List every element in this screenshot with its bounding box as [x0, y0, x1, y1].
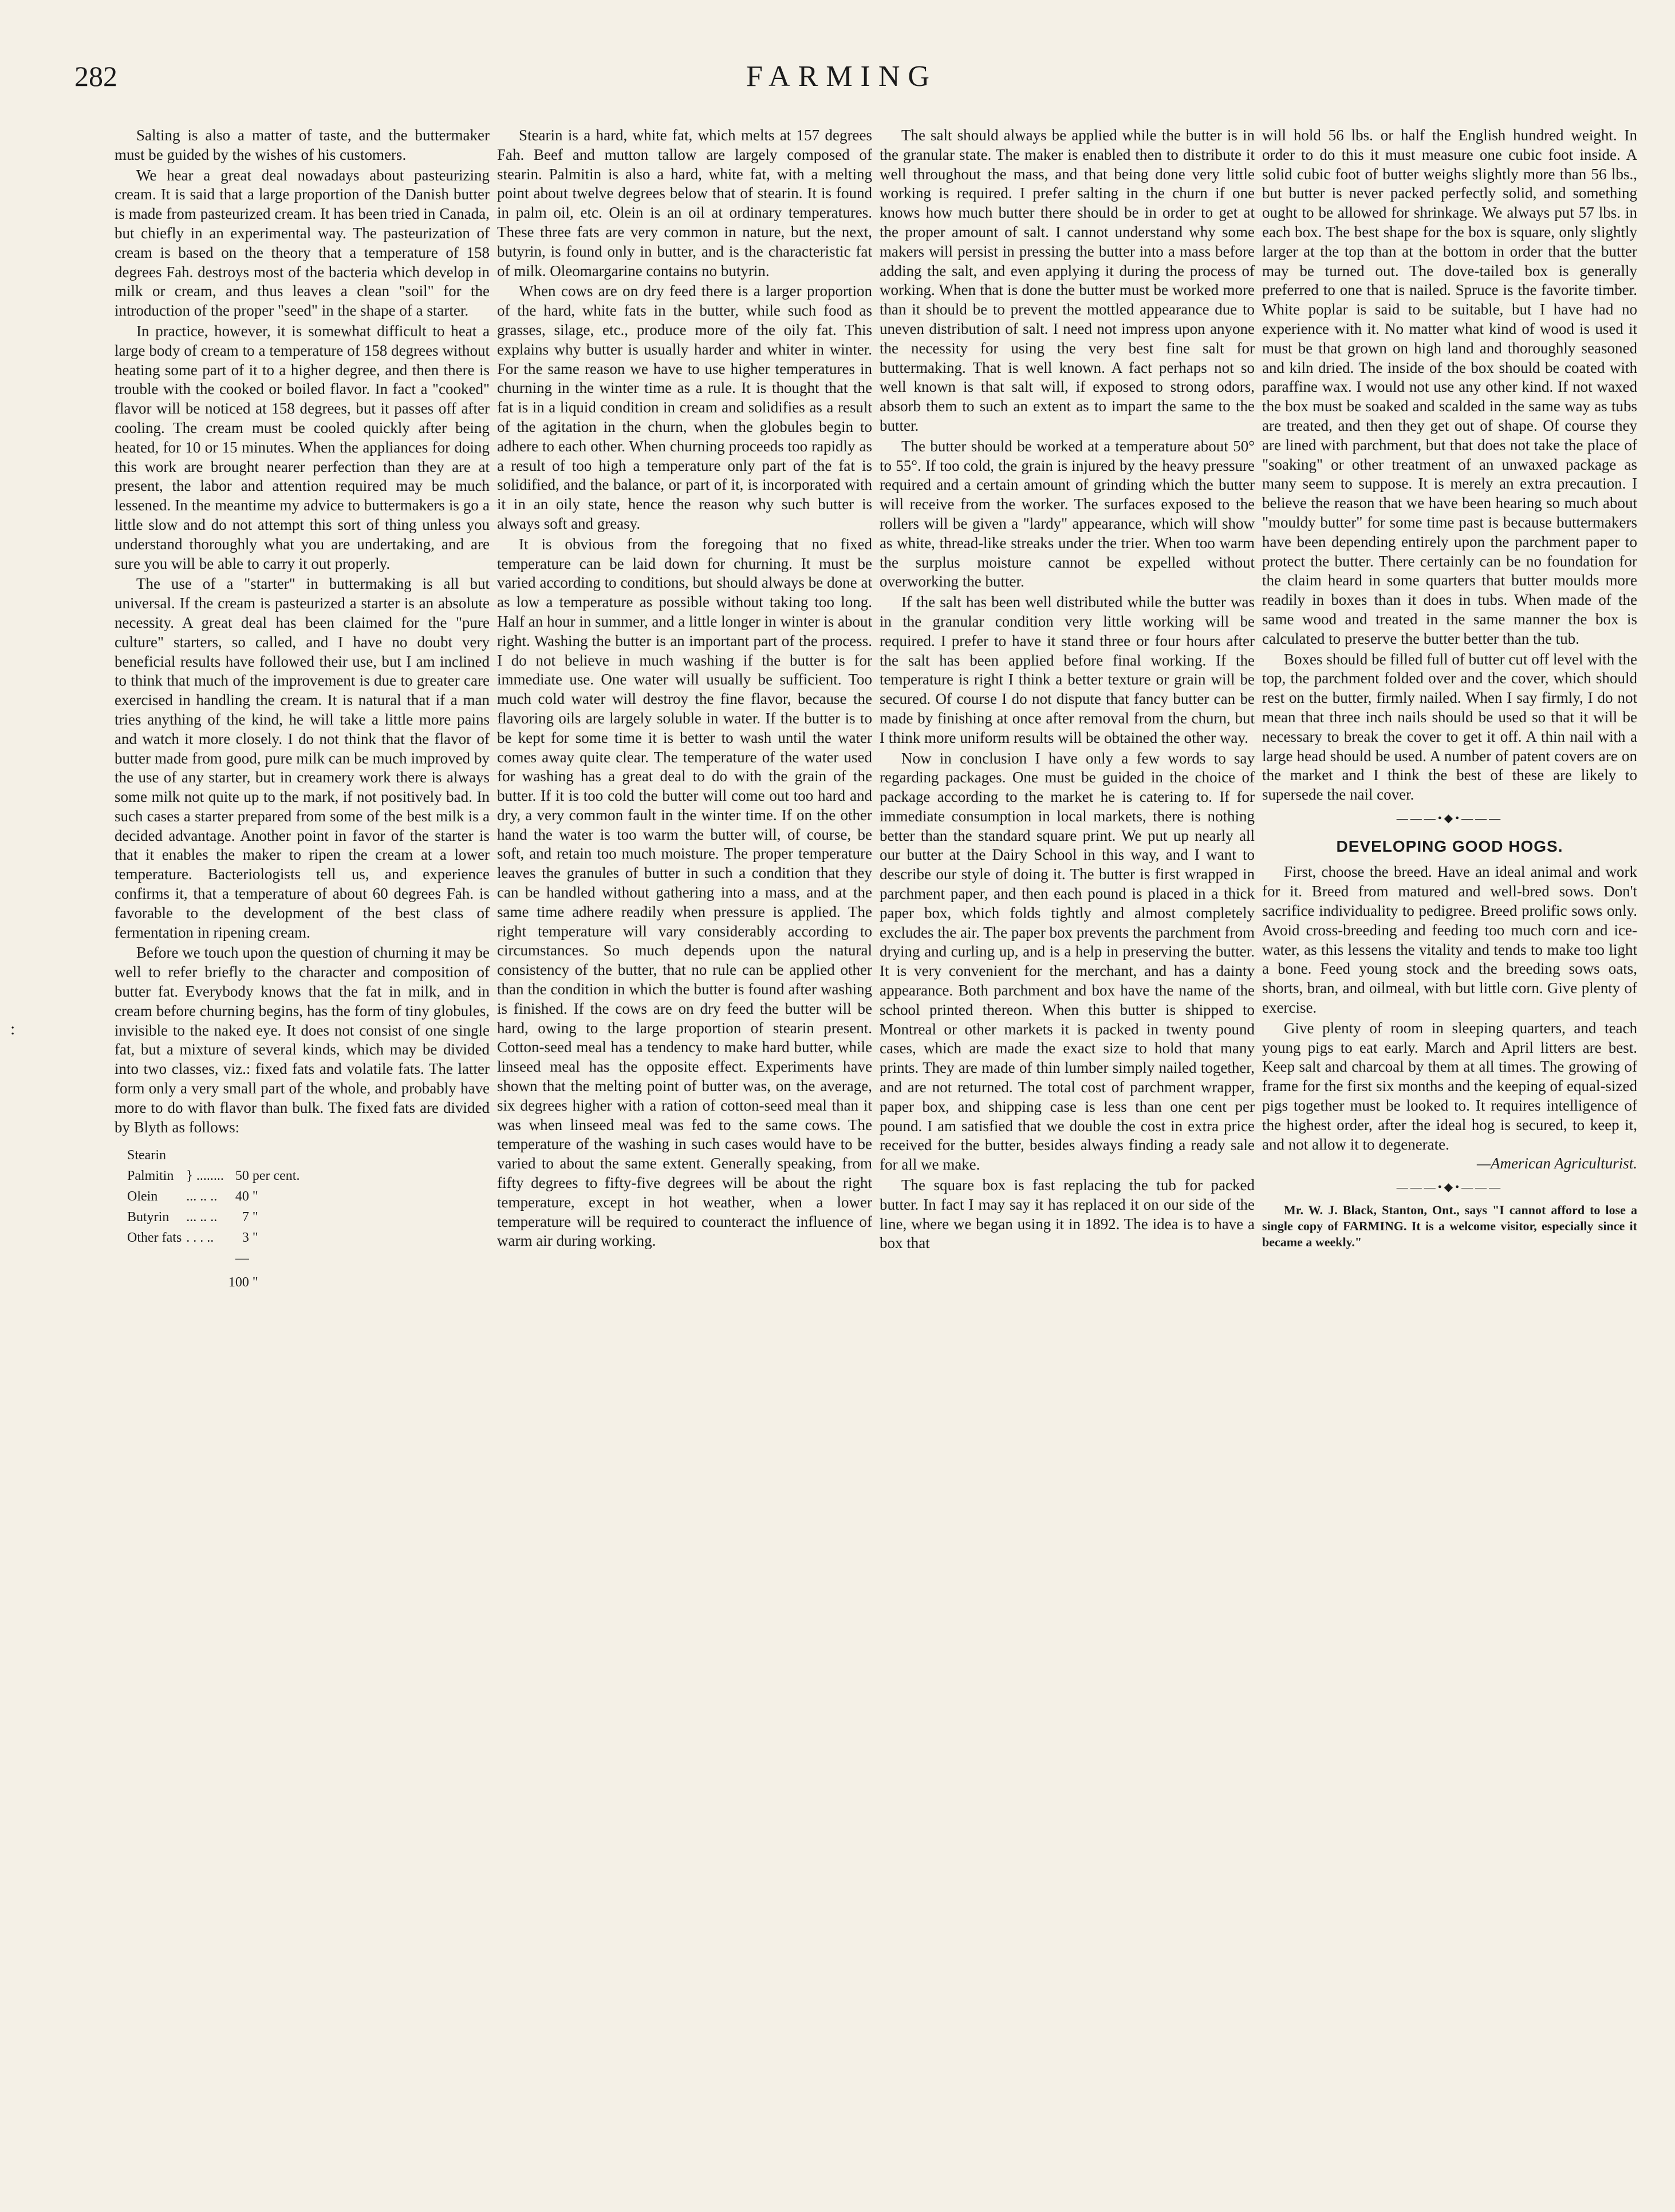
paragraph-text: Give plenty of room in sleeping quarters, and teach young pigs to eat early. March and April litters are best. Keep salt and charcoal by them at all times. The growing of frame for the first six months and the keeping of equal-sized pigs together must be looked to. It requires intelligence of the highest order, after the ideal hog is secured, to keep it, and not allow it to degenerate. — [1262, 1019, 1637, 1153]
fat-leader: . . . .. — [186, 1230, 214, 1246]
paragraph: Before we touch upon the question of churning it may be well to refer briefly to the character and composition of butter fat. Everybody knows that the fat in milk, and in cream before churning begins, has the form of tiny globules, invisible to the naked eye. It does not consist of one single fat, but a mixture of several kinds, which may be divided into two classes, viz.: fixed fats and volatile fats. The latter form only a very small part of the whole, and probably have more to do with flavor than bulk. The fixed fats are divided by Blyth as follows: — [115, 944, 490, 1136]
reader-note: Mr. W. J. Black, Stanton, Ont., says "I cannot afford to lose a single copy of FARMING. It is a welcome visitor, especially since it became a weekly." — [1262, 1203, 1637, 1250]
section-divider: ———•◆•——— — [1396, 812, 1503, 825]
paragraph: The use of a "starter" in buttermaking is all but universal. If the cream is pasteurized a starter is an absolute necessity. A great deal has been claimed for the "pure culture" starters, so called, and I have no doubt very beneficial results have followed their use, but I am inclined to think that much of the improvement is due to greater care exercised in handling the cream. It is natural that if a man tries anything of the kind, he will take a little more pains and watch it more closely. I do not think that the flavor of butter made from good, pure milk can be much improved by the use of any starter, but in creamery work there is always some milk not quite up to the mark, if not positively bad. In such cases a starter prepared from some of the best milk is a decided advantage. Another point in favor of the starter is that it enables the maker to ripen the cream at a lower temperature. Bacteriologists tell us, and experience confirms it, that a temperature of about 60 degrees Fah. is favorable to the development of the best class of fermentation in ripening cream. — [115, 575, 490, 941]
paragraph: The salt should always be applied while the butter is in the granular state. The maker is enabled then to distribute it well throughout the mass, and that being done very little working is required. I prefer salting in the churn if one knows how much butter there should be in order to get at the proper amount of salt. I cannot understand why some makers will persist in pressing the butter into a mass before adding the salt, and even applying it during the process of working. When that is done the butter must be worked more than it should be to prevent the mottled appearance due to uneven distribution of salt. I need not impress upon anyone the necessity for using the very best fine salt for buttermaking. That is well known. A fact perhaps not so well known is that salt will, if exposed to strong odors, absorb them to such an extent as to impart the same to the butter. — [880, 127, 1255, 434]
section-heading: DEVELOPING GOOD HOGS. — [1336, 837, 1563, 855]
fat-value — [228, 1145, 253, 1166]
table-total-row — [127, 1269, 304, 1293]
fat-name: Olein — [127, 1189, 158, 1205]
fat-unit: " — [252, 1230, 258, 1246]
fat-unit: " — [252, 1210, 258, 1225]
fat-value: 40 — [235, 1189, 249, 1205]
paragraph: We hear a great deal nowadays about pasteurizing cream. It is said that a large proportion of the Danish butter is made from pasteurized cream. It has been tried in Canada, but chiefly in an experimental way. The pasteurization of cream is based on the theory that a temperature of 158 degrees Fah. destroys most of the bacteria which develop in milk or cream, and thus leaves a clean "soil" for the introduction of the proper "seed" in the shape of a starter. — [115, 166, 490, 320]
article-byline: —American Agriculturist. — [1477, 1155, 1637, 1172]
margin-mark: : — [10, 1020, 15, 1038]
table-row — [127, 1227, 304, 1248]
paragraph: Stearin is a hard, white fat, which melts at 157 degrees Fah. Beef and mutton tallow are largely composed of stearin. Palmitin is also a hard, white fat, with a melting point about twelve degrees below that of stearin. It is found in palm oil, etc. Olein is an oil at ordinary temperatures. These three fats are very common in nature, but the next, butyrin, is found only in butter, and is the characteristic fat of milk. Oleomargarine contains no butyrin. — [497, 127, 872, 280]
fat-name: Stearin — [127, 1148, 166, 1163]
paragraph: Salting is also a matter of taste, and the buttermaker must be guided by the wishes of his customers. — [115, 127, 490, 163]
fat-name: Other fats — [127, 1230, 182, 1246]
section-divider: ———•◆•——— — [1396, 1181, 1503, 1194]
table-row — [127, 1186, 304, 1207]
column-2 — [497, 126, 872, 2188]
fat-total-value: 100 — [228, 1275, 249, 1290]
paragraph: In practice, however, it is somewhat difficult to heat a large body of cream to a temperature of 158 degrees without heating some part of it to a higher degree, and then there is trouble with the cooked or boiled flavor. In fact a "cooked" flavor will be noticed at 158 degrees, but it passes off after cooling. The cream must be cooled quickly after being heated, for 10 or 15 minutes. When the appliances for doing this work are brought nearer perfection than they are at present, the labor and attention required may be much lessened. In the meantime my advice to buttermakers is go a little slow and do not attempt this sort of thing unless you understand thoroughly what you are undertaking, and are sure you will be able to carry it out properly. — [115, 322, 490, 572]
fat-leader: } ........ — [186, 1168, 224, 1184]
paragraph: First, choose the breed. Have an ideal animal and work for it. Breed from matured and well-bred sows. Don't sacrifice individuality to pedigree. Breed prolific sows only. Avoid cross-breeding and feeding too much corn and ice-water, as this lessens the vitality and tends to make too light a bone. Feed young stock and the breeding sows oats, shorts, bran, and oilmeal, with but little corn. Give plenty of exercise. — [1262, 863, 1637, 1017]
fat-value: 7 — [242, 1210, 249, 1225]
fat-unit: " — [252, 1189, 258, 1205]
table-row — [127, 1145, 304, 1166]
fat-total-unit: " — [252, 1275, 258, 1290]
running-head: FARMING — [746, 60, 937, 93]
table-rule-row — [127, 1248, 304, 1269]
paragraph: If the salt has been well distributed while the butter was in the granular condition very little working will be required. I prefer to have it stand three or four hours after the salt has been applied before final working. If the temperature is right I think a better texture or grain will be secured. Of course I do not dispute that fancy butter can be made by finishing at once after removal from the churn, but I think more uniform results will be obtained the other way. — [880, 593, 1255, 746]
column-1 — [115, 126, 490, 2188]
paragraph: Boxes should be filled full of butter cut off level with the top, the parchment folded over and the cover, which should rest on the butter, firmly nailed. When I say firmly, I do not mean that three inch nails should be used so that it will be necessary to break the cover to get it off. A thin nail with a large head should be used. A number of patent covers are on the market and I think the best of these are likely to supersede the nail cover. — [1262, 650, 1637, 804]
paragraph: Now in conclusion I have only a few words to say regarding packages. One must be guided in the choice of package according to the market he is catering to. If for immediate consumption in local markets, there is nothing better than the standard square print. We put up nearly all our butter at the Dairy School in this way, and I want to describe our style of doing it. The butter is first wrapped in parchment paper, and then each pound is placed in a thick paper box, which folds tightly and almost completely excludes the air. The paper box prevents the parchment from drying and curling up, and is a help in preserving the butter. It is very convenient for the merchant, and has a dainty appearance. Both parchment and box have the name of the school printed thereon. When this butter is shipped to Montreal or other markets it is packed in twenty pound cases, which are made the exact size to hold that many prints. They are made of thin lumber simply nailed together, and are not returned. The total cost of parchment wrapper, paper box, and shipping case is less than one cent per pound. I am satisfied that we double the cost in extra price received for the butter, besides always finding a ready sale for all we make. — [880, 749, 1255, 1174]
page-header — [74, 60, 1609, 94]
fat-name: Butyrin — [127, 1210, 170, 1225]
fat-leader: ... .. .. — [186, 1189, 218, 1205]
paragraph — [1262, 1019, 1637, 1174]
paragraph: The square box is fast replacing the tub for packed butter. In fact I may say it has replaced it on our side of the line, where we began using it in 1892. The idea is to have a box that — [880, 1176, 1255, 1252]
fat-value: 50 — [235, 1168, 249, 1184]
fat-leader — [186, 1145, 228, 1166]
table-row — [127, 1166, 304, 1186]
paragraph: When cows are on dry feed there is a larger proportion of the hard, white fats in the butter, while such food as grasses, silage, etc., produce more of the oily fat. This explains why butter is usually harder and whiter in winter. For the same reason we have to use higher temperatures in churning in the winter time as a rule. It is thought that the fat is in a liquid condition in cream and solidifies as a result of the agitation in the churn, when the globules begin to adhere to each other. When churning proceeds too rapidly as a result of too high a temperature only part of the fat is solidified, and the balance, or part of it, is incorporated with it in an oily state, hence the reason why such butter is always soft and greasy. — [497, 282, 872, 532]
fat-value: 3 — [242, 1230, 249, 1246]
page-number: 282 — [74, 60, 117, 92]
paragraph: It is obvious from the foregoing that no fixed temperature can be laid down for churning. It must be varied according to conditions, but should always be done at as low a temperature as possible without taking too long. Half an hour in summer, and a little longer in winter is about right. Washing the butter is an important part of the process. I do not believe in much washing if the butter is for immediate use. One water will usually be sufficient. Too much cold water will destroy the fine flavor, because the flavoring oils are largely soluble in water. If the butter is to be kept for some time it is better to wash until the water comes away quite clear. The temperature of the water used for washing has a great deal to do with the grain of the butter. If it is too cold the butter will come out too hard and dry, a very common fault in the winter time. If on the other hand the water is too warm the butter will, of course, be soft, and retain too much moisture. The proper temperature leaves the granules of butter in such a condition that they can be handled without gathering into a mass, and at the same time adhere readily when pressure is applied. The right temperature will vary considerably according to circumstances. So much depends upon the natural consistency of the butter, that no rule can be applied other than the condition in which the butter is found after washing is finished. If the cows are on dry feed the butter will be hard, owing to the large proportion of stearin present. Cotton-seed meal has a tendency to make hard butter, while linseed meal has the opposite effect. Experiments have shown that the melting point of butter was, on the average, six degrees higher with a ration of cotton-seed meal than it was when linseed meal was fed to the same cows. The temperature of the washing in such cases would have to be varied to about the same extent. Generally speaking, from fifty degrees to fifty-five degrees will be about the right temperature, except in hot weather, when a lower temperature will be required to counteract the influence of warm air during working. — [497, 535, 872, 1250]
paragraph: The butter should be worked at a temperature about 50° to 55°. If too cold, the grain is injured by the heavy pressure required and a certain amount of grinding which the butter will receive from the worker. The surfaces exposed to the rollers will be given a "lardy" appearance, which will show as white, thread-like streaks under the trier. When too warm the surplus moisture cannot be expelled without overworking the butter. — [880, 437, 1255, 591]
table-rule: — — [235, 1251, 249, 1266]
fat-unit: per cent. — [252, 1168, 300, 1184]
fat-unit — [253, 1145, 305, 1166]
fats-table — [127, 1145, 304, 1293]
fat-leader: ... .. .. — [186, 1210, 218, 1225]
fat-name: Palmitin — [127, 1168, 174, 1184]
table-row — [127, 1207, 304, 1227]
column-3 — [880, 126, 1255, 2188]
paragraph: will hold 56 lbs. or half the English hundred weight. In order to do this it must measure one cubic foot inside. A solid cubic foot of butter weighs slightly more than 56 lbs., but butter is never packed perfectly solid, and something ought to be allowed for shrinkage. We always put 57 lbs. in each box. The best shape for the box is square, only slightly larger at the top than at the bottom in order that the butter may be turned out. The dove-tailed box is generally preferred to one that is nailed. Spruce is the favorite timber. White poplar is said to be suitable, but I have had no experience with it. No matter what kind of wood is used it must be that grown on high land and thoroughly seasoned and kiln dried. The inside of the box should be coated with paraffine wax. I would not use any other kind. If not waxed the box must be soaked and scalded in the same way as tubs are treated, and then they get out of shape. Of course they are lined with parchment, but that does not take the place of "soaking" or other treatment of an unwaxed package as many seem to suppose. It is merely an extra precaution. I believe the reason that we have been hearing so much about "mouldy butter" for some time past is because buttermakers have been depending entirely upon the parchment paper to protect the butter. There certainly can be no foundation for the claim heard in some quarters that butter moulds more readily in boxes than it does in tubs. When made of the same wood and treated in the same manner the box is calculated to preserve the butter better than the tub. — [1262, 127, 1637, 647]
column-4 — [1262, 126, 1637, 2188]
